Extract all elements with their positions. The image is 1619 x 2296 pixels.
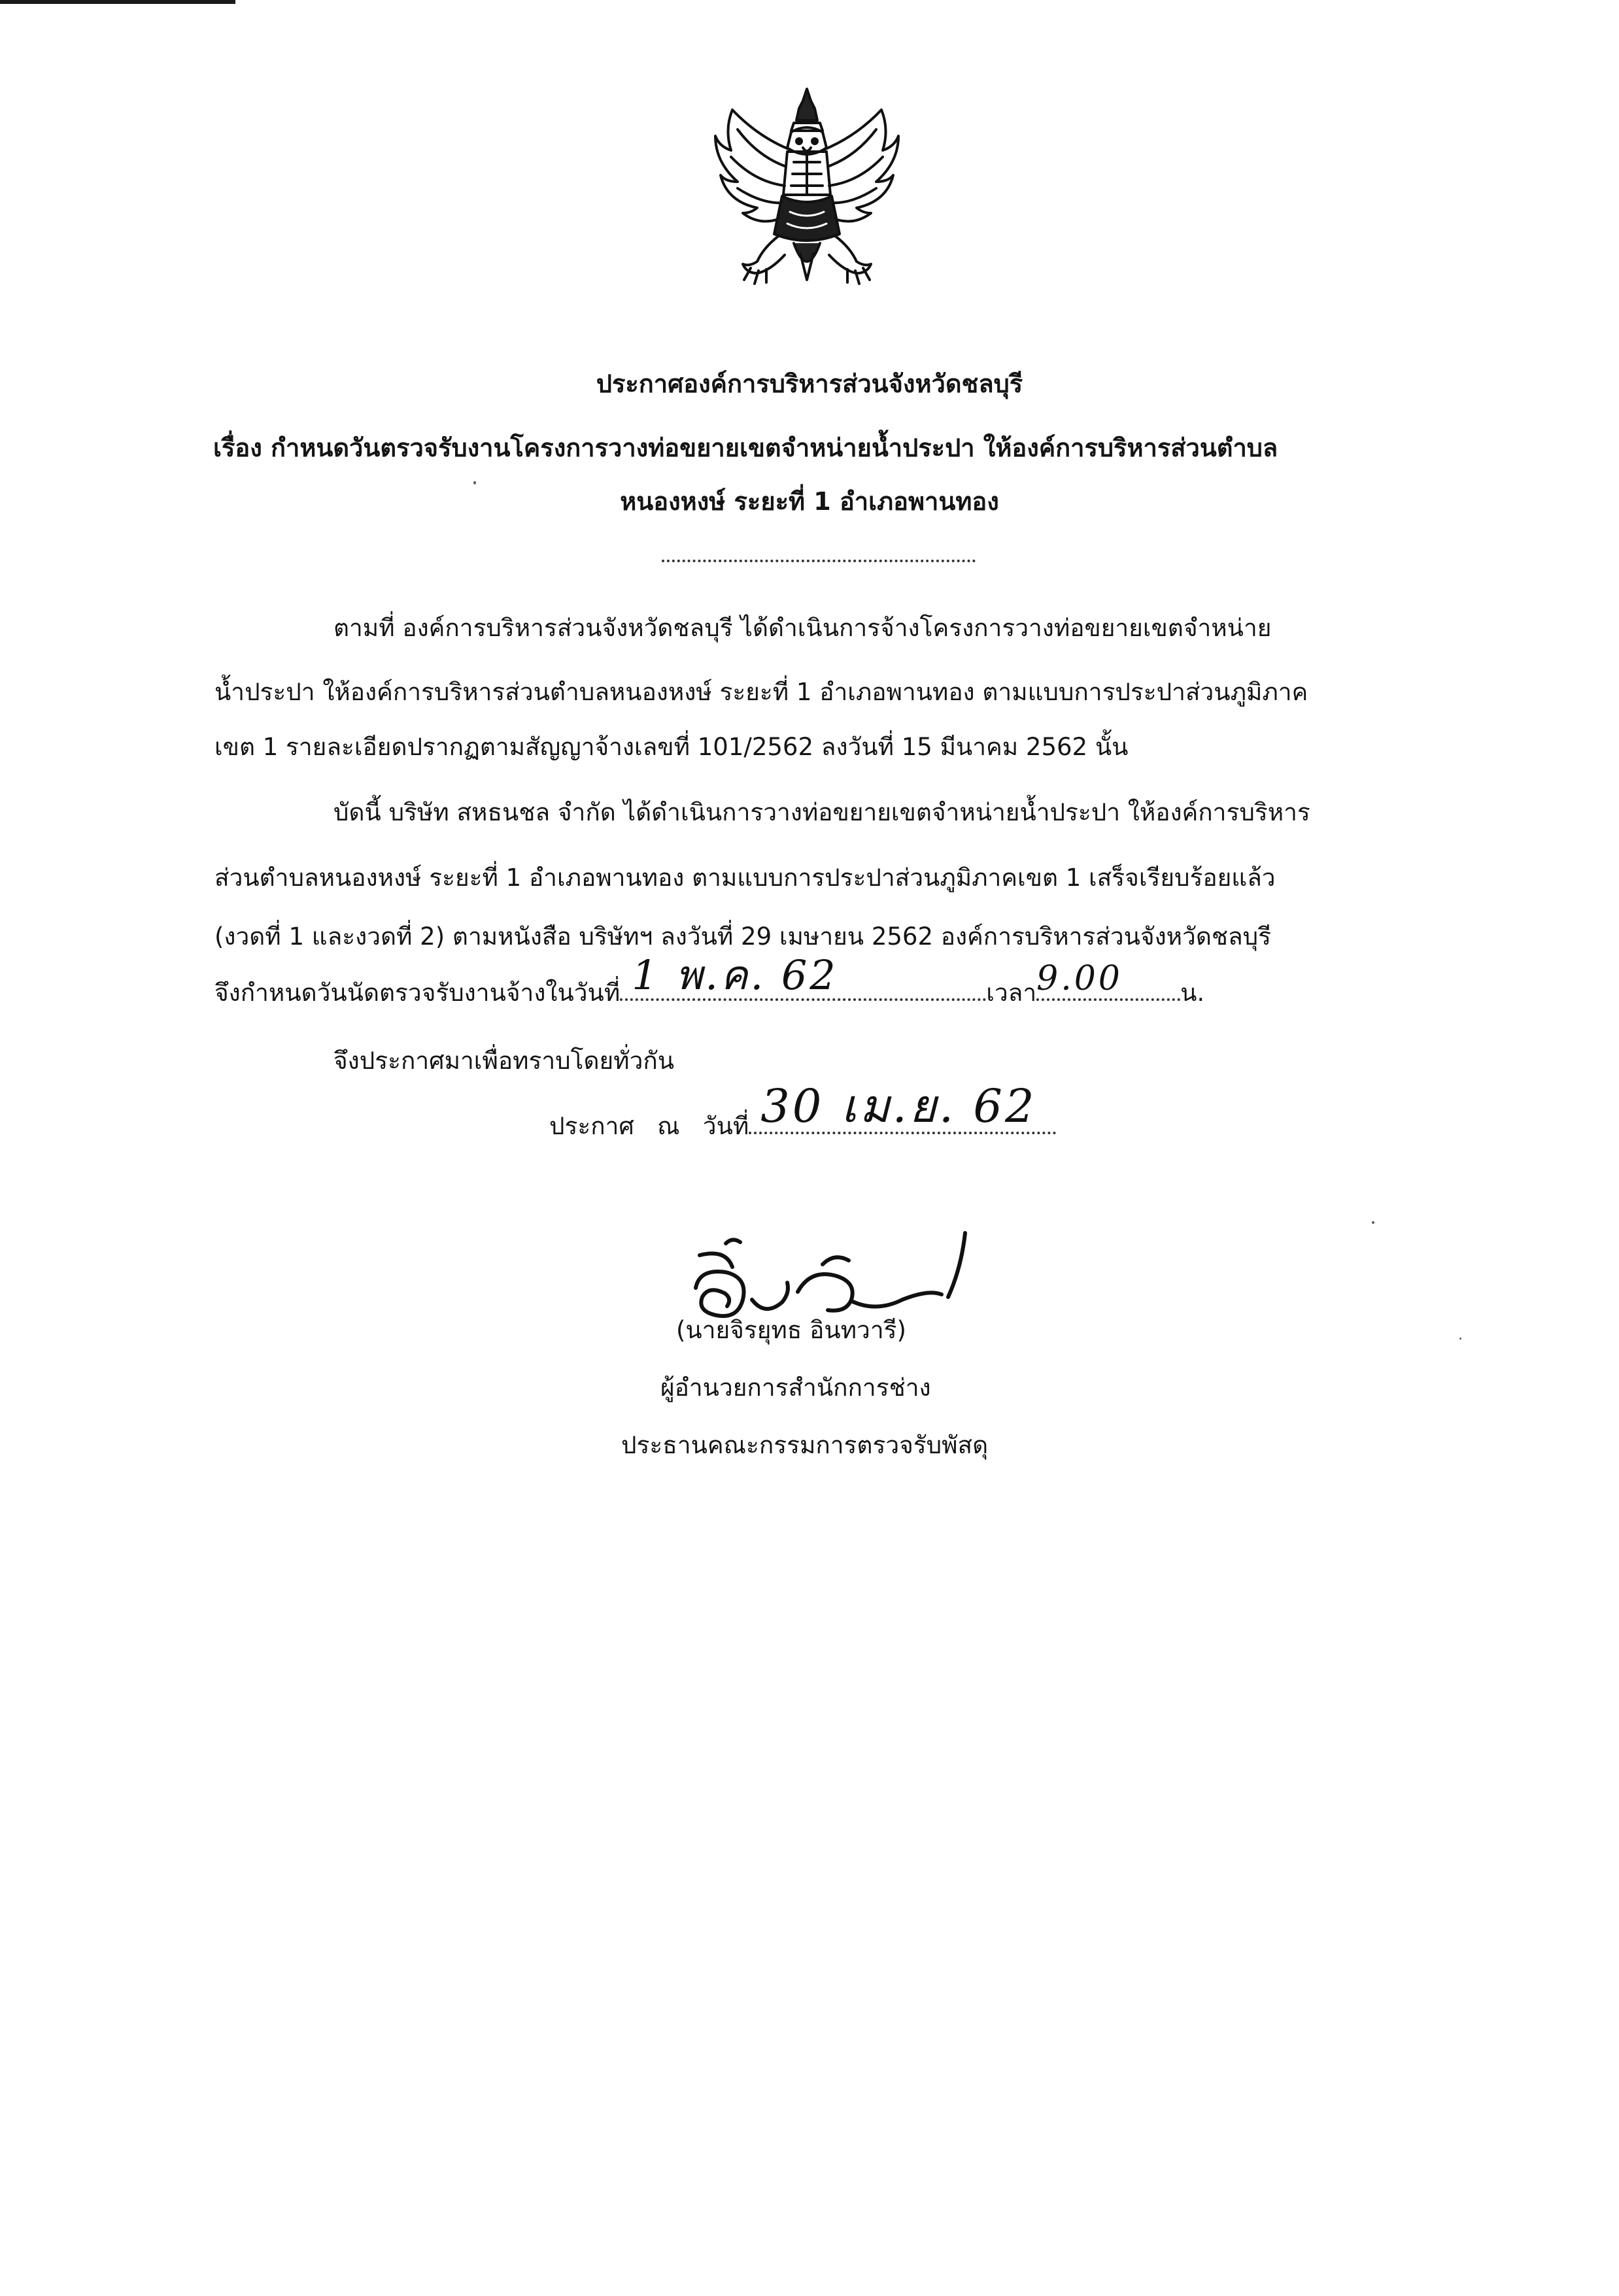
garuda-emblem-icon [711,84,902,293]
paragraph-1-line-1: ตามที่ องค์การบริหารส่วนจังหวัดชลบุรี ได้ดำเนินการจ้างโครงการวางท่อขยายเขตจำหน่าย [333,614,1272,642]
subject-line: เรื่อง กำหนดวันตรวจรับงานโครงการวางท่อขยายเขตจำหน่ายน้ำประปา ให้องค์การบริหารส่วนตำบล [213,433,1278,462]
paragraph-1-line-3: เขต 1 รายละเอียดปรากฏตามสัญญาจ้างเลขที่ 101/2562 ลงวันที่ 15 มีนาคม 2562 นั้น [214,733,1129,761]
inspection-date-handwritten: 1 พ.ค. 62 [632,951,838,999]
announce-date-handwritten: 30 เม.ย. 62 [760,1079,1037,1133]
time-handwritten: 9.00 [1036,959,1123,998]
time-field [1036,959,1180,1001]
heading-dotted-separator [662,560,976,562]
announce-date-line [549,1079,1056,1140]
time-label: เวลา [986,979,1037,1007]
signatory-position: ผู้อำนวยการสำนักการช่าง [660,1374,931,1402]
inspection-date-line [214,951,1205,1007]
paragraph-2-line-3: (งวดที่ 1 และงวดที่ 2) ตามหนังสือ บริษัทฯ ลงวันที่ 29 เมษายน 2562 องค์การบริหารส่วนจังหวัดชลบุรี [214,922,1271,951]
inspection-date-field [620,951,986,1001]
signatory-name: (นายจิรยุทธ อินทวารี) [676,1316,906,1344]
scan-speck [1459,1338,1461,1340]
time-unit: น. [1180,979,1205,1007]
paragraph-2-line-1: บัดนี้ บริษัท สหธนชล จำกัด ได้ดำเนินการวางท่อขยายเขตจำหน่ายน้ำประปา ให้องค์การบริหาร [333,798,1310,826]
announce-date-field [749,1079,1056,1134]
scan-edge-mark [0,0,235,4]
scan-speck [1372,1221,1374,1224]
announcement-title: ประกาศองค์การบริหารส่วนจังหวัดชลบุรี [596,369,1023,398]
subject-line-continuation: หนองหงษ์ ระยะที่ 1 อำเภอพานทอง [620,487,999,516]
paragraph-1-line-2: น้ำประปา ให้องค์การบริหารส่วนตำบลหนองหงษ์ ระยะที่ 1 อำเภอพานทอง ตามแบบการประปาส่วนภูมิภาค [214,678,1308,706]
announce-date-label: ประกาศ ณ วันที่ [549,1112,749,1140]
paragraph-2-line-2: ส่วนตำบลหนองหงษ์ ระยะที่ 1 อำเภอพานทอง ตามแบบการประปาส่วนภูมิภาคเขต 1 เสร็จเรียบร้อยแล้ว [214,864,1276,892]
scan-speck [473,481,476,484]
signatory-committee-role: ประธานคณะกรรมการตรวจรับพัสดุ [621,1431,989,1459]
closing-statement: จึงประกาศมาเพื่อทราบโดยทั่วกัน [333,1047,675,1075]
inspection-date-label: จึงกำหนดวันนัดตรวจรับงานจ้างในวันที่ [214,979,621,1007]
